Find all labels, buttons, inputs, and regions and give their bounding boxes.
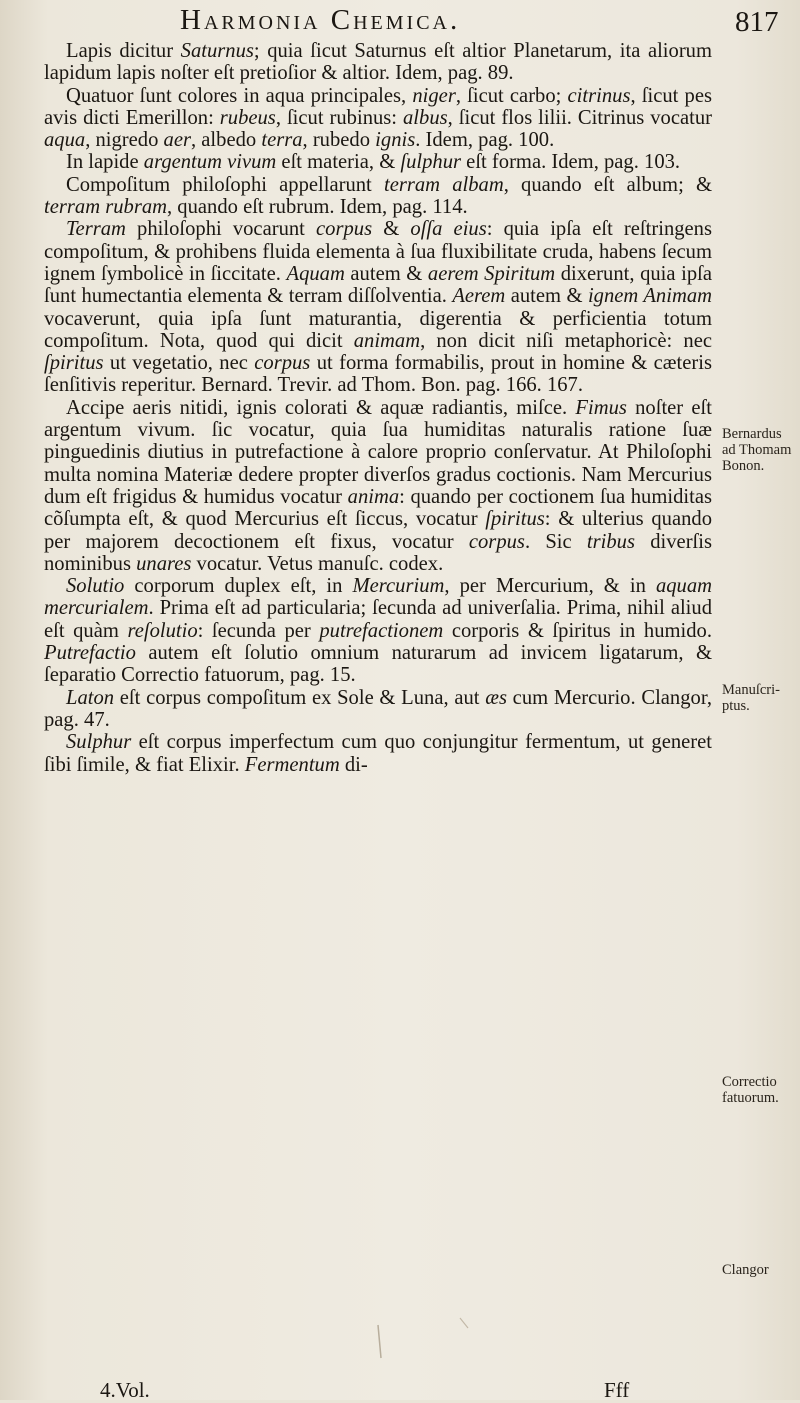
italic-term: ignem Animam <box>587 285 712 308</box>
italic-term: aer <box>163 129 191 152</box>
text-run: vocaverunt, quia ipſa ſunt maturantia, digerentia & perficientia totum compoſitum. Nota, quod qui dicit <box>44 307 712 352</box>
ink-speck <box>378 1325 381 1358</box>
italic-term: argentum vivum <box>143 151 277 174</box>
text-run: : & ulterius quando per majorem decoctionem eſt fixus, vocatur <box>44 508 712 553</box>
text-run: Compoſitum philoſophi appellarunt <box>66 173 384 196</box>
text-run: corporis & ſpiritus in humido. <box>443 619 712 642</box>
text-run: eſt materia, & <box>276 151 401 174</box>
text-run: corporum duplex eſt, in <box>124 575 353 598</box>
text-run: vocatur. Vetus manuſc. codex. <box>191 552 444 575</box>
text-run: : ſecunda per <box>197 619 320 642</box>
italic-term: ignis <box>375 129 416 152</box>
italic-term: Sulphur <box>66 731 132 754</box>
italic-term: tribus <box>586 530 635 553</box>
italic-term: ſpiritus <box>44 352 104 375</box>
text-run: . Idem, pag. 100. <box>415 129 555 152</box>
text-run: , ſicut carbo; <box>455 84 568 107</box>
ink-speck <box>460 1318 468 1328</box>
text-run: , ſicut flos lilii. Citrinus vocatur <box>447 106 712 129</box>
italic-term: corpus <box>254 352 311 375</box>
text-run: cum Mercurio. Clangor, pag. 47. <box>44 686 713 731</box>
italic-term: æs <box>485 686 507 709</box>
text-run: , non dicit niſi metaphoricè: nec <box>420 329 712 352</box>
italic-term: Fermentum <box>244 753 340 776</box>
margin-note-bernard: Bernardus ad Thomam Bonon. <box>722 426 792 474</box>
text-run: autem & <box>505 285 588 308</box>
italic-term: terram rubram <box>44 196 167 219</box>
margin-note-clangor: Clangor <box>722 1262 769 1278</box>
catchword: Fff <box>604 1378 630 1402</box>
italic-term: corpus <box>468 530 525 553</box>
text-run: . Prima eſt ad particularia; ſecunda ad univerſalia. Prima, nihil aliud eſt quàm <box>44 597 712 642</box>
text-run: eſt corpus imperfectum cum quo conjungitur fermentum, ut generet ſibi ſimile, & fiat Elixir. <box>44 731 712 776</box>
text-run: noſter eſt argentum vivum. ſic vocatur, quia ſua humiditas naturalis ratione ſuæ pinguedinis diutius in putrefactione à calore proprio conſervatur. At Philoſophi multa nomina Materiæ dedere propter diverſos gradus coctionis. Nam Mercurius dum eſt frigidus & humidus vocatur <box>44 396 712 508</box>
text-run: : quia ipſa eſt reſtringens compoſitum, & prohibens fluida elementa à ſua fluxibilitate cruda, habens ſecum ignem ſymbolicè in ſiccitate. <box>44 218 712 285</box>
italic-term: Aquam <box>286 262 345 285</box>
text-run: & <box>372 218 411 241</box>
italic-term: putrefactionem <box>319 619 444 642</box>
italic-term: terram albam <box>383 173 504 196</box>
italic-term: anima <box>347 485 400 508</box>
italic-term: albus <box>403 106 448 129</box>
italic-term: Mercurium <box>352 575 445 598</box>
text-run: , quando eſt rubrum. Idem, pag. 114. <box>167 196 468 219</box>
page-number: 817 <box>735 6 779 38</box>
text-run: , per Mercurium, & in <box>444 575 656 598</box>
text-run: : quando per coctionem ſua humiditas cõſumpta eſt, & quod Mercurius eſt ſiccus, vocatur <box>44 485 712 531</box>
text-run: eſt corpus compoſitum ex Sole & Luna, aut <box>114 686 486 709</box>
text-run: , rubedo <box>302 129 376 152</box>
italic-term: ſulphur <box>400 151 462 174</box>
text-run: In lapide <box>66 151 144 174</box>
italic-term: Laton <box>66 686 115 709</box>
italic-term: niger <box>412 84 456 107</box>
text-run: Accipe aeris nitidi, ignis colorati & aquæ radiantis, miſce. <box>66 396 576 419</box>
italic-term: oſſa eius <box>410 218 487 241</box>
text-run: Quatuor ſunt colores in aqua principales, <box>66 84 413 107</box>
text-run: ut forma formabilis, prout in homine & cæteris ſenſitivis reperitur. Bernard. Trevir. ad Thom. Bon. pag. 166. 167. <box>44 352 712 397</box>
text-run: , quando eſt album; & <box>503 173 712 196</box>
text-run: , albedo <box>191 129 262 152</box>
margin-note-correctio: Correctio fatuorum. <box>722 1074 779 1106</box>
italic-term: Fimus <box>575 396 627 419</box>
text-run: dixerunt, quia ipſa ſunt humectantia elementa & terram diſſolventia. <box>44 262 712 308</box>
text-run: . Sic <box>524 530 587 553</box>
text-run: , nigredo <box>85 129 164 152</box>
running-head-title: Harmonia Chemica. <box>180 4 461 36</box>
italic-term: rubeus <box>219 106 276 129</box>
text-run: ; quia ſicut Saturnus eſt altior Planetarum, ita aliorum lapidum lapis noſter eſt pretioſior & altior. Idem, pag. 89. <box>44 40 712 85</box>
italic-term: Aerem <box>452 285 506 308</box>
italic-term: terra <box>261 129 303 152</box>
text-run: , ſicut pes avis dicti Emerillon: <box>44 84 713 129</box>
italic-term: corpus <box>316 218 373 241</box>
text-run: ut vegetatio, nec <box>103 352 255 375</box>
italic-term: Solutio <box>66 575 125 598</box>
text-run: , ſicut rubinus: <box>275 106 403 129</box>
italic-term: animam <box>353 329 421 352</box>
text-run: di- <box>339 753 368 776</box>
text-run: Lapis dicitur <box>66 40 181 62</box>
signature-mark: 4.Vol. <box>100 1378 150 1402</box>
text-run: philoſophi vocarunt <box>125 218 317 241</box>
italic-term: Saturnus <box>180 40 254 62</box>
italic-term: aqua <box>44 129 86 152</box>
text-run: autem & <box>344 262 428 285</box>
italic-term: ſpiritus <box>485 508 545 531</box>
italic-term: reſolutio <box>127 619 198 642</box>
italic-term: citrinus <box>567 84 631 107</box>
italic-term: unares <box>136 552 192 575</box>
text-run: eſt forma. Idem, pag. 103. <box>461 151 681 174</box>
margin-note-manuscript: Manuſcriptus. <box>722 682 780 714</box>
italic-term: Putrefactio <box>44 642 136 665</box>
italic-term: Terram <box>66 218 126 241</box>
italic-term: aerem Spiritum <box>427 262 556 285</box>
italic-term: aquam mercurialem <box>44 575 712 620</box>
text-run: diverſis nominibus <box>44 530 713 575</box>
text-run: autem eſt ſolutio omnium naturarum ad invicem ligatarum, & ſeparatio Correctio fatuorum, pag. 15. <box>44 642 712 687</box>
